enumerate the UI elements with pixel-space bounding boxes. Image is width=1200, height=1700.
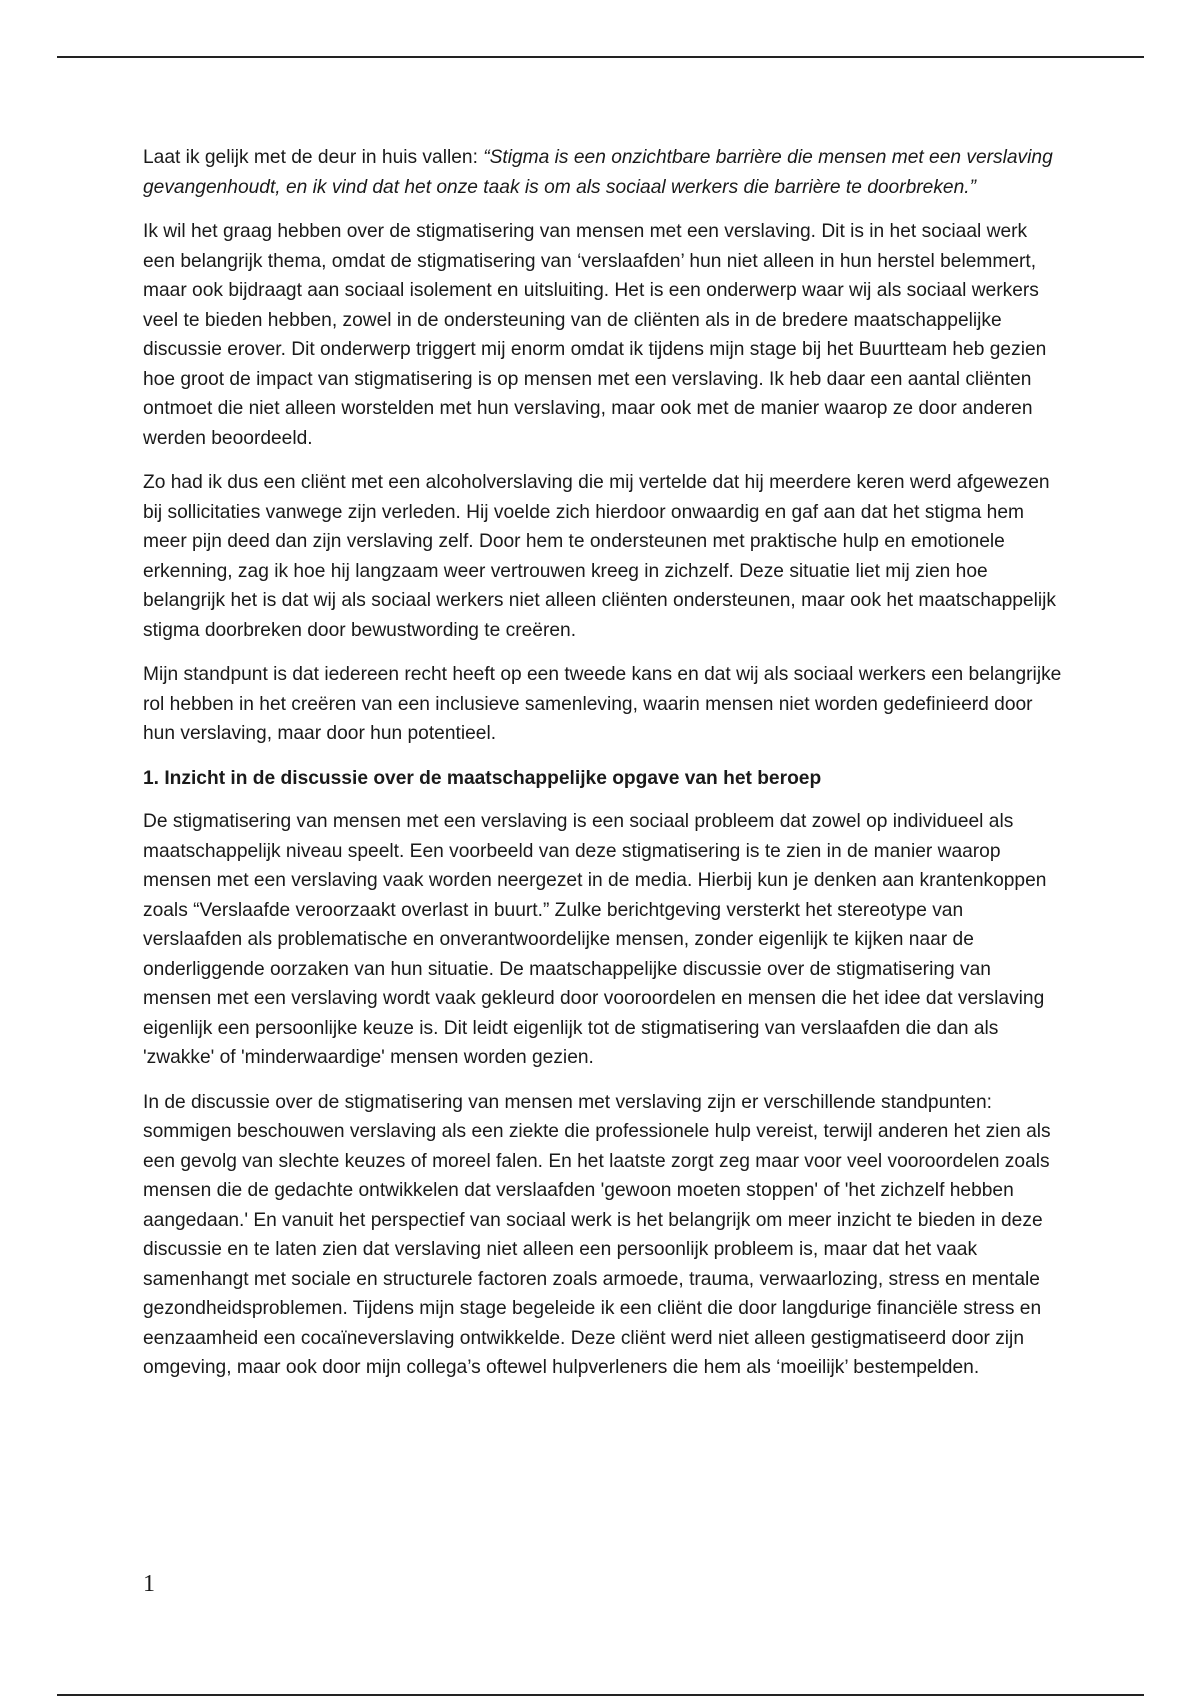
body-paragraph-standpoint: Mijn standpunt is dat iedereen recht heeft op een tweede kans en dat wij als sociaal werkers een belangrijke rol hebben in het creëren van een inclusieve samenleving, waarin mensen niet worden gedefinieerd door hun verslaving, maar door hun potentieel. [143,664,1062,744]
footer-rule [57,1694,1144,1696]
body-paragraph-topic: Ik wil het graag hebben over de stigmatisering van mensen met een verslaving. Dit is in het sociaal werk een belangrijk thema, omdat de stigmatisering van ‘verslaafden’ hun niet alleen in hun herstel belemmert, maar ook bijdraagt aan sociaal isolement en uitsluiting. Het is een onderwerp waar wij als sociaal werkers veel te bieden hebben, zowel in de ondersteuning van de cliënten als in de bredere maatschappelijke discussie erover. Dit onderwerp triggert mij enorm omdat ik tijdens mijn stage bij het Buurtteam heb gezien hoe groot de impact van stigmatisering is op mensen met een verslaving. Ik heb daar een aantal cliënten ontmoet die niet alleen worstelden met hun verslaving, maar ook met de manier waarop ze door anderen werden beoordeeld. [143,221,1047,449]
intro-quote: “Stigma is een onzichtbare barrière die mensen met een verslaving gevangenhoudt, en ik vind dat het onze taak is om als sociaal werkers die barrière te doorbreken.” [143,147,1053,198]
header-rule [57,56,1144,58]
body-paragraph-client-example: Zo had ik dus een cliënt met een alcoholverslaving die mij vertelde dat hij meerdere keren werd afgewezen bij sollicitaties vanwege zijn verleden. Hij voelde zich hierdoor onwaardig en gaf aan dat het stigma hem meer pijn deed dan zijn verslaving zelf. Door hem te ondersteunen met praktische hulp en emotionele erkenning, zag ik hoe hij langzaam weer vertrouwen kreeg in zichzelf. Deze situatie liet mij zien hoe belangrijk het is dat wij als sociaal werkers niet alleen cliënten ondersteunen, maar ook het maatschappelijk stigma doorbreken door bewustwording te creëren. [143,472,1056,641]
body-paragraph-viewpoints: In de discussie over de stigmatisering van mensen met verslaving zijn er verschillende standpunten: sommigen beschouwen verslaving als een ziekte die professionele hulp vereist, terwijl anderen het zien als een gevolg van slechte keuzes of moreel falen. En het laatste zorgt zeg maar voor veel vooroordelen zoals mensen die de gedachte ontwikkelen dat verslaafden 'gewoon moeten stoppen' of 'het zichzelf hebben aangedaan.' En vanuit het perspectief van sociaal werk is het belangrijk om meer inzicht te bieden in deze discussie en te laten zien dat verslaving niet alleen een persoonlijk probleem is, maar dat het vaak samenhangt met sociale en structurele factoren zoals armoede, trauma, verwaarlozing, stress en mentale gezondheidsproblemen. Tijdens mijn stage begeleide ik een cliënt die door langdurige financiële stress en eenzaamheid een cocaïneverslaving ontwikkelde. Deze cliënt werd niet alleen gestigmatiseerd door zijn omgeving, maar ook door mijn collega’s oftewel hulpverleners die hem als ‘moeilijk’ bestempelden. [143,1091,1051,1378]
document-body [143,143,1063,1398]
body-paragraph-media: De stigmatisering van mensen met een verslaving is een sociaal probleem dat zowel op individueel als maatschappelijk niveau speelt. Een voorbeeld van deze stigmatisering is te zien in de manier waarop mensen met een verslaving vaak worden neergezet in de media. Hierbij kun je denken aan krantenkoppen zoals “Verslaafde veroorzaakt overlast in buurt.” Zulke berichtgeving versterkt het stereotype van verslaafden als problematische en onverantwoordelijke mensen, zonder eigenlijk te kijken naar de onderliggende oorzaken van hun situatie. De maatschappelijke discussie over de stigmatisering van mensen met een verslaving wordt vaak gekleurd door vooroordelen en mensen die het idee dat verslaving eigenlijk een persoonlijke keuze is. Dit leidt eigenlijk tot de stigmatisering van verslaafden die dan als 'zwakke' of 'minderwaardige' mensen worden gezien. [143,811,1047,1068]
page-number: 1 [143,1571,155,1597]
section-heading: 1. Inzicht in de discussie over de maatschappelijke opgave van het beroep [143,767,822,789]
intro-paragraph [143,143,1063,202]
intro-lead: Laat ik gelijk met de deur in huis vallen: [143,147,484,168]
